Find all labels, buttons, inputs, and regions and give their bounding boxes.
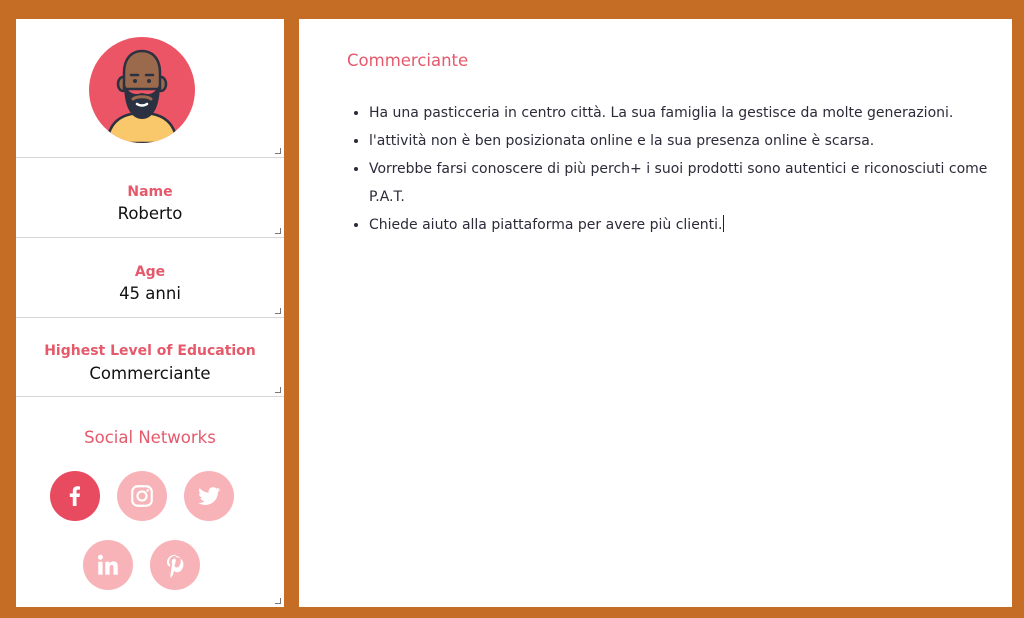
instagram-button[interactable] xyxy=(117,471,167,521)
facebook-icon xyxy=(63,484,87,508)
twitter-button[interactable] xyxy=(184,471,234,521)
description-list[interactable] xyxy=(347,99,999,239)
age-label: Age xyxy=(134,264,166,280)
list-item[interactable] xyxy=(369,211,999,239)
education-label: Highest Level of Education xyxy=(44,343,256,359)
name-value: Roberto xyxy=(117,204,183,223)
facebook-button[interactable] xyxy=(50,471,100,521)
list-item[interactable]: • Vorrebbe farsi conoscere di più perch+ i suoi prodotti sono autentici e riconosciuti come P.A.T. xyxy=(369,155,999,211)
list-item[interactable]: • Ha una pasticceria in centro città. La sua famiglia la gestisce da molte generazioni. xyxy=(369,99,999,127)
resize-handle[interactable] xyxy=(275,598,281,604)
education-card xyxy=(16,318,284,397)
linkedin-button[interactable] xyxy=(83,540,133,590)
bearded-man-avatar-icon xyxy=(89,37,195,143)
list-item-text: Chiede aiuto alla piattaforma per avere più clienti. xyxy=(369,217,723,233)
resize-handle[interactable] xyxy=(275,387,281,393)
name-label: Name xyxy=(127,184,173,200)
age-value: 45 anni xyxy=(119,284,181,303)
education-value: Commerciante xyxy=(89,364,211,383)
instagram-icon xyxy=(129,483,155,509)
list-item[interactable]: • l'attività non è ben posizionata online e la sua presenza online è scarsa. xyxy=(369,127,999,155)
resize-handle[interactable] xyxy=(275,308,281,314)
social-card xyxy=(16,397,284,607)
role-title: Commerciante xyxy=(347,51,469,70)
pinterest-button[interactable] xyxy=(150,540,200,590)
avatar-card xyxy=(16,19,284,158)
name-card xyxy=(16,158,284,238)
text-cursor xyxy=(723,215,724,232)
resize-handle[interactable] xyxy=(275,148,281,154)
linkedin-icon xyxy=(95,552,121,578)
pinterest-icon xyxy=(162,552,188,578)
main-panel xyxy=(299,19,1012,607)
resize-handle[interactable] xyxy=(275,228,281,234)
age-card xyxy=(16,238,284,318)
profile-sidebar xyxy=(16,19,284,607)
twitter-icon xyxy=(196,483,222,509)
avatar xyxy=(89,37,195,143)
social-networks-title: Social Networks xyxy=(84,428,216,447)
